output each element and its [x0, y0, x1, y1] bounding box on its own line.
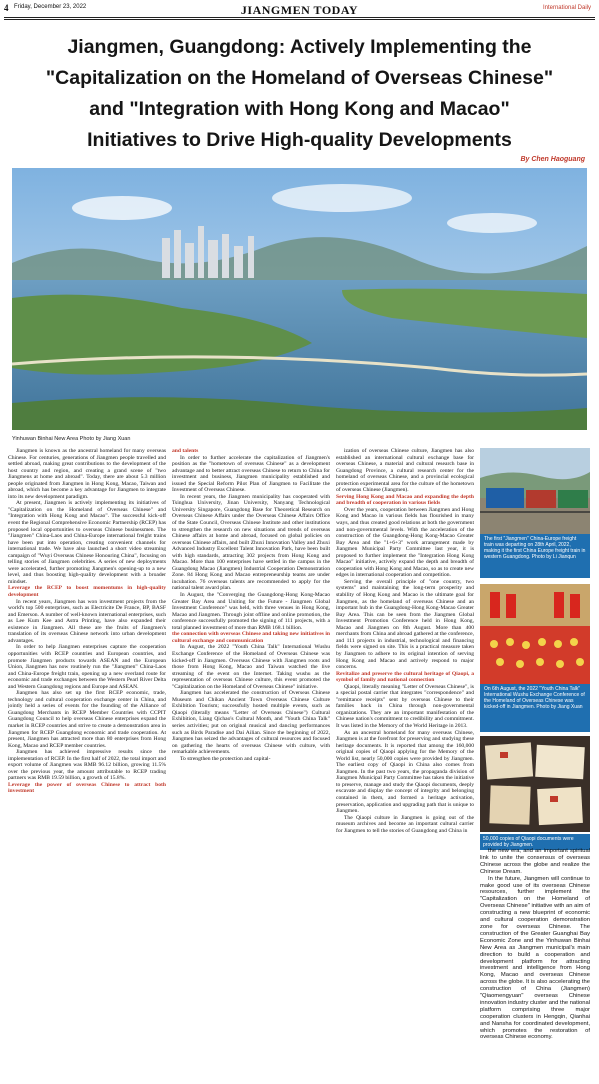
header-rule: [4, 17, 595, 18]
section-label: International Daily: [542, 5, 591, 11]
headline-line: "Capitalization on the Homeland of Overseas Chinese": [45, 67, 554, 89]
subheading: Leverage the RCEP to boost momentums in high-quality development: [8, 585, 166, 599]
paragraph: The Qiaopi culture in Jiangmen is going out of the museum archives and become an important cultural carrier for Jiangmen to tell the stories of Guangdong and China in: [336, 814, 474, 834]
subheading: Leverage the power of overseas Chinese to attract both investment: [8, 781, 166, 795]
page-number: 4: [4, 3, 9, 13]
paragraph: Jiangmen has also set up the first RCEP economic, trade, technology and cultural cooperation exchange center in China, and jointly held a series of events for the founding of the Alliance of Guangdong Merchants in RCEP Member Countries with CCPIT Guangdong Council to help overseas Chinese enterprises expand the market in RCEP countries and strive to create a demonstration area in Jiangmen for RCEP Guangdong economic and trade cooperation. At present, Jiangmen has attracted more than 80 enterprises from Hong Kong, Macao and RCEP member countries.: [8, 690, 166, 749]
subheading: the connection with overseas Chinese and taking new initiatives in cultural exchange and communication: [172, 631, 330, 644]
headline: [8, 32, 591, 156]
paragraph: In the future, Jiangmen will continue to make good use of its overseas Chinese resources, further implement the "Capitalization on the Homeland of Overseas Chinese" initiative with an aim of constructing a new blueprint of economic and cultural cooperation demonstration zone for overseas Chinese. The construction of the Greater Guanghai Bay Economic Zone and the Yinhuwan Binhai New Area as Jiangmen municipal's main direction to build a cooperation and development platform for attracting investment and intelligence from Hong Kong, Macao and overseas Chinese across the globe. It is also accelerating the construction of China (Jiangmen) "Qiaomengyuan" overseas Chinese innovation industry cluster and the national platform comprising three major cooperation clusters in Hengqin, Qianhai and Nansha for coordinated development, which promotes the restoration of overseas Chinese economy.: [480, 875, 590, 1041]
paragraph: Serving the overall principle of "one country, two systems" and maintaining the long-term prosperity and stability of Hong Kong and Macao is the ultimate goal for Jiangmen, as the homeland of overseas Chinese and an important hub in the Guangdong-Hong Kong-Macao Greater Bay Area. This can be seen from the Jiangmen Global Investment Promotion Conference held in Hong Kong, Macao and Jiangmen on 8th August. More than 400 merchants from China and abroad gathered at the conference, and 111 projects in industrial, technological and financing fields were signed on site. This is a practical measure taken by Jiangmen to adhere to its original intention of serving Hong Kong and Macao and actively respond to major concerns.: [336, 578, 474, 671]
paragraph: In August, the "Converging the Guangdong-Hong Kong-Macao Greater Bay Area and Uniting for the Future - Jiangmen Global Investment Conference" was held, with three venues in Hong Kong, Macao and Jiangmen. Through joint offline and online promotion, the conference successfully promoted the signing of 111 projects, with a total planned investment of more than RMB 168.1 billion.: [172, 592, 330, 631]
paragraph: ization of overseas Chinese culture, Jiangmen has also established an international cultural exchange base for overseas Chinese, a material and cultural research base in Guangdong Province, a cultural research center for the homeland of overseas Chinese, and a provincial ecological protection experimental area for the culture of the hometown of overseas Chinese (Jiangmen).: [336, 448, 474, 494]
article-column-4: [480, 848, 590, 1080]
page-header: [0, 0, 599, 18]
qiaopi-photo-caption: 50,000 copies of Qiaopi documents were provided by Jiangmen.: [480, 834, 590, 850]
wushu-photo: [480, 584, 590, 684]
paragraph: In recent years, Jiangmen has won investment projects from the world's top 500 enterprises, such as Electricite De France, BP, BASF and Emerson. A number of well-known international enterprises, such as Lee Kum Kee and Astra Printing, have also expanded their existence in Jiangmen. All these are the fruits of Jiangmen's translation of its overseas Chinese network into urban development advantages.: [8, 598, 166, 644]
paragraph: Jiangmen has accelerated the construction of Overseas Chinese Museum and Chikan Ancient Town Overseas Chinese Culture Exhibition Tourism; successfully hosted multiple events, such as Qiaopi (literally means "Letter of Overseas Chinese") Cultural Exhibition, Liang Qichao's Cultural Month, and "Youth China Talk" series activities; put on original musical and dancing performances such as Birds Paradise and Dai Ailian. Since the beginning of 2022, Jiangmen has seized the advantages of cultural resources and focused on gathering the hearts of overseas Chinese with culture, with remarkable achievements.: [172, 690, 330, 756]
qiaopi-photo: [480, 736, 590, 832]
paragraph: Jiangmen is known as the ancestral homeland for many overseas Chinese. For centuries, generations of Jiangmen people travelled and settled abroad, making great contributions to the development of the host country and region, and creating a grand scene of "two Jiangmens at home and abroad". Today, there are about 5.3 million people originated from Jiangmen in Hong Kong, Macao, Taiwan and abroad, which has become a key advantage for Jiangmen to integrate into its new development paradigm.: [8, 448, 166, 500]
paragraph: To strengthen the protection and capital-: [180, 755, 271, 762]
article-column-1: [8, 448, 166, 1080]
paragraph: the new era, and an important spiritual link to unite the consensus of overseas Chinese across the globe and realize the Chinese Dream.: [480, 848, 590, 875]
byline: By Chen Haoguang: [520, 156, 585, 163]
header-rule-double: [4, 19, 595, 20]
masthead: JIANGMEN TODAY: [240, 3, 359, 17]
freight-train-illustration: [480, 448, 590, 534]
coastal-city-aerial-illustration: [12, 168, 587, 430]
train-photo: [480, 448, 590, 534]
headline-line: and "Integration with Hong Kong and Macao": [89, 98, 510, 120]
paragraph: In order to help Jiangmen enterprises capture the cooperation opportunities with RCEP countries and European countries, and promote Jiangmen products towards ASEAN and the European Union, Jiangmen has now routinely run the "Jiangmen" China-Laos and China-Europe freight train, opening up a new overland route for economic and trade exchanges between the Western Pearl River Delta and Western Guangdong regions and Europe and ASEAN.: [8, 644, 166, 690]
paragraph: At present, Jiangmen is actively implementing its initiatives of "Capitalization on the Homeland of Overseas Chinese" and "Integration with Hong Kong and Macao". The successful kick-off event the Regional Comprehensive Economic Partnership (RCEP) has proposed local opportunities to overseas Chinese businessmen. The "Jiangmen" China-Laos and China-Europe international freight trains have been put into operation, creating convenient channels for international trade. We have also launched a short video streaming campaign of "Wuyi Overseas Chinese Honouring China", focusing on telling stories of Jiangmen celebrities. A series of new deployments were accelerated, further promoting Jiangmen's opening-up to a new level, and thus boosting high-quality development with a broader mindset.: [8, 500, 166, 585]
paragraph: As an ancestral homeland for many overseas Chinese, Jiangmen is at the forefront for preserving and studying these heritage documents. It is reported that among the 160,000 original copies of Qiaopi applying for the Memory of the World list, nearly 50,000 copies were provided by Jiangmen. The earliest copy of Qiaopi in China also comes from Jiangmen. In the past two years, the propaganda division of Jiangmen Municipal Party Committee has taken the initiative to preserve, manage and study the Qiaopi documents, deeply excavate and display the concept of integrity and belonging contained in them, and formed a heritage activation, preservation, application and upgrading path that is unique to Jiangmen.: [336, 729, 474, 815]
subheading: and talents: [172, 448, 199, 454]
train-photo-caption: The first "Jiangmen" China-Europe freight train was departing on 28th April, 2022, making it the first China Europe freight train in western Guangdong. Photo by Li Jianqun: [480, 534, 590, 578]
paragraph: Qiaopi, literally meaning "Letter of Overseas Chinese", is a special postal carrier that integrates "correspondence" and "remittance receipts" sent by overseas Chinese to their families back in China through non-governmental organizations. They are an important manifestation of the Chinese nation's commitment to credibility and commitment. It was listed in the Memory of the World Heritage in 2013.: [336, 683, 474, 729]
paragraph: In order to further accelerate the capitalization of Jiangmen's position as the "hometown of overseas Chinese" as a development advantage and to better attract overseas Chinese to return to China for investment and business, Jiangmen municipality established and issued the Special Reform Pilot Plan of Jiangmen to Facilitate the Investment of Overseas Chinese.: [172, 454, 330, 494]
headline-line: Initiatives to Drive High-quality Developments: [87, 129, 512, 151]
paragraph: Over the years, cooperation between Jiangmen and Hong Kong and Macao in various fields has flourished in many ways, and thus created good relations at both the government and non-governmental levels. With the acceleration of the construction of the Guangdong-Hong Kong-Macao Greater Bay Area and the "1+6+3" work arrangement made by Jiangmen Municipal Party Committee last year, it is proposed to further implement the "Integration Hong Kong Macao" initiative, actively expand the depth and breadth of cooperation with Hong Kong and Macao, so as to create new edges in international cooperation and competition.: [336, 506, 474, 579]
article-column-3: [336, 448, 474, 1080]
subheading: Revitalize and preserve the cultural heritage of Qiaopi, a symbol of family and national connection: [336, 670, 474, 684]
paragraph: Jiangmen has achieved impressive results since the implementation of RCEP. In the first half of 2022, the total import and export volume of Jiangmen was RMB 96.12 billion, growing 11.5% over the previous year, the amount attributable to RCEP trading partners was RMB 19.59 billion, a growth of 15.8%.: [8, 749, 166, 782]
headline-line: Jiangmen, Guangdong: Actively Implementing the: [67, 36, 532, 58]
subheading: Serving Hong Kong and Macao and expanding the depth and breadth of cooperation in various fields: [336, 493, 474, 507]
paragraph: In recent years, the Jiangmen municipality has cooperated with Tsinghua University, Jinan University, Nanyang Technological University Singapore, Guangdong Base for Theoretical Research on Overseas Chinese Affairs under the Overseas Chinese Affairs Office of the State Council, Overseas Chinese Institute and other institutions to strengthen the research on new situations and trends of overseas Chinese affairs at home and abroad, focused on global policies on overseas Chinese affairs, and built Zhuxi Innovation Valley and Zhuxi Advanced Industry Excellent Talent Innovation Park, have been built with high standards, attracting 302 projects from Hong Kong and Macao. More than 100 enterprises have settled in the campus in the Guangdong Macao (Jiangmen) Industrial Cooperation Demonstration Zone. 84 Hong Kong and Macao entrepreneurship teams are under incubation. 76 overseas talents are recommended to apply for the national talent award plan.: [172, 493, 330, 592]
wushu-performance-illustration: [480, 584, 590, 684]
wushu-photo-caption: On 6th August, the 2022 "Youth China Talk" International Wushu Exchange Conference of the Homeland of Overseas Chinese was kicked-off in Jiangmen. Photo by Jiang Xuan: [480, 684, 590, 732]
paragraph: In August, the 2022 "Youth China Talk" International Wushu Exchange Conference of the Homeland of Overseas Chinese was kicked-off in Jiangmen. Overseas Chinese with Jiangmen roots and those from Hong Kong, Macao and Taiwan watched the live streaming of the event on the Internet. Taking wushu as the representation of overseas Chinese culture, this event promoted the "Capitalization on the Homeland of Overseas Chinese" initiative.: [172, 644, 330, 690]
qiaopi-documents-illustration: [480, 736, 590, 832]
main-photo-caption: Yinhuwan Binhai New Area Photo by Jiang Xuan: [12, 436, 131, 442]
main-photo: [12, 168, 587, 430]
article-column-2: [172, 448, 330, 1080]
issue-date: Friday, December 23, 2022: [14, 4, 87, 10]
